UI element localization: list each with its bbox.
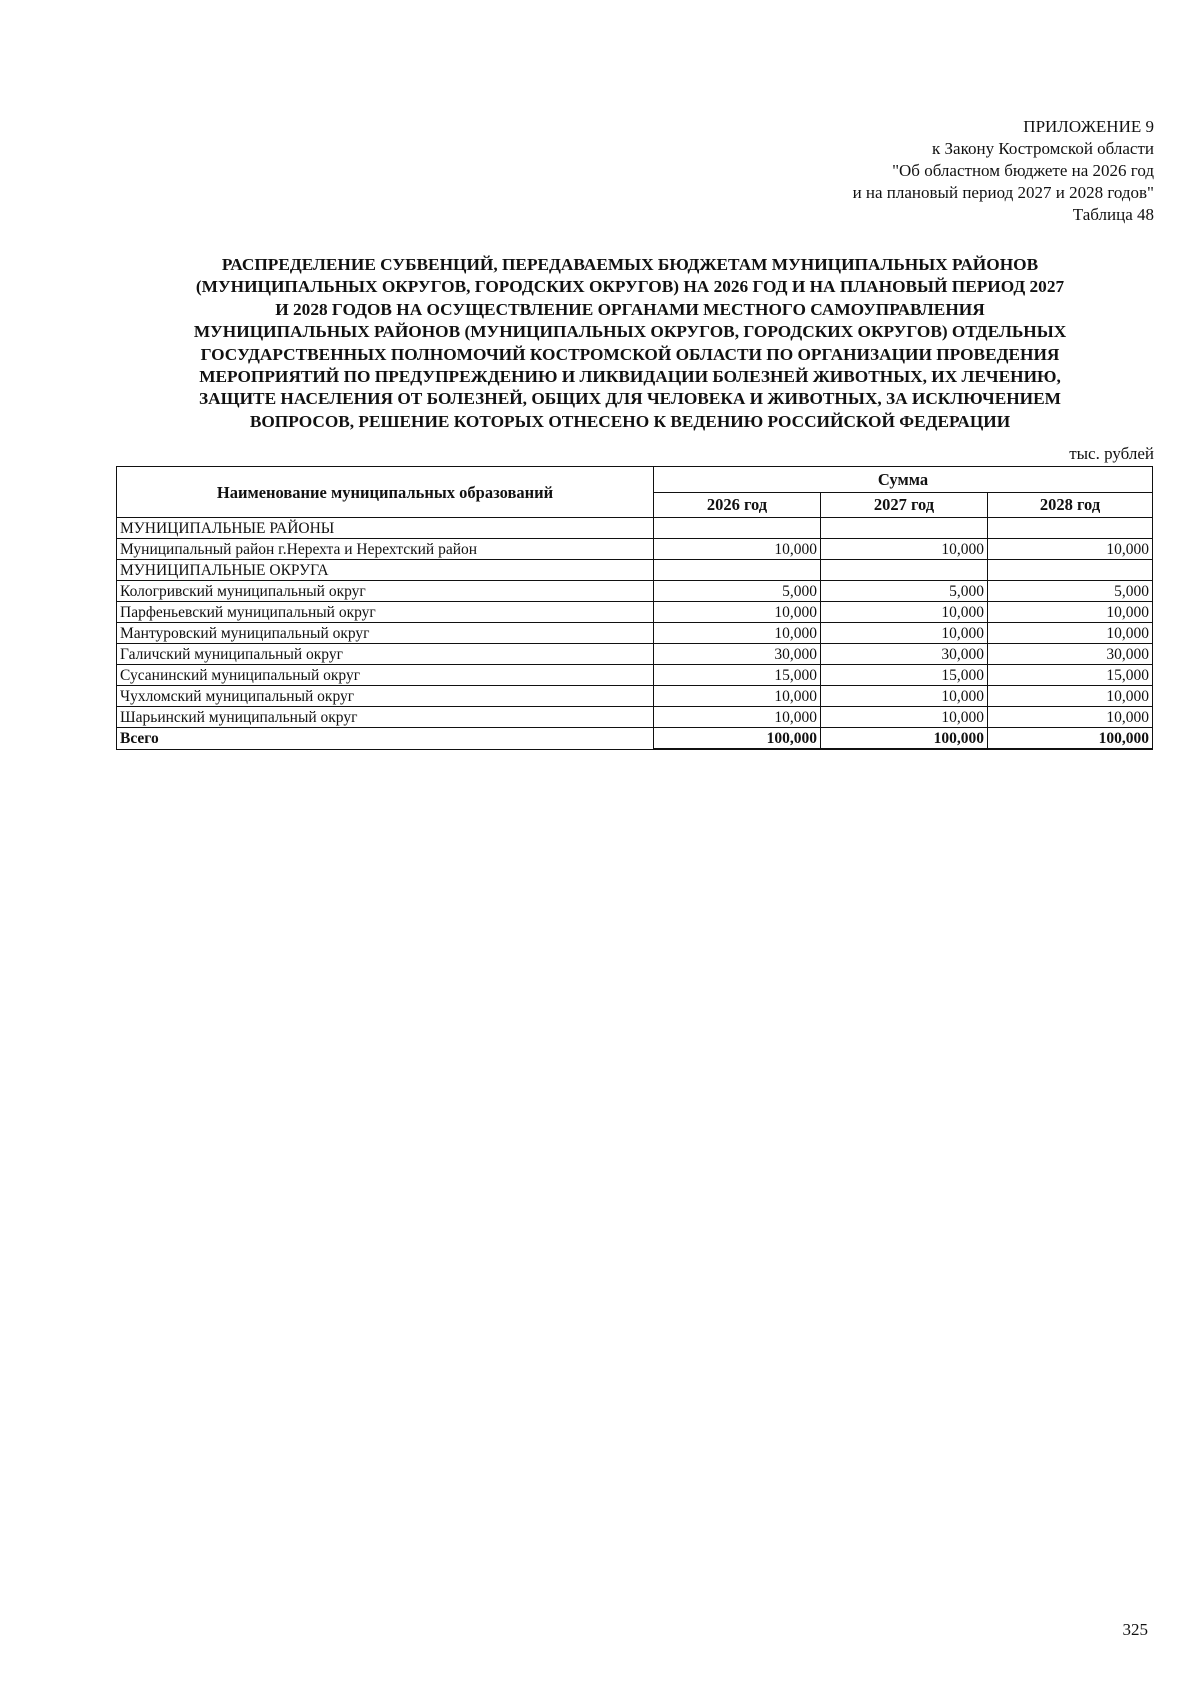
value-2026: 10,000 <box>654 623 821 644</box>
year-header-2026: 2026 год <box>654 492 821 518</box>
total-2028: 100,000 <box>988 728 1153 750</box>
row-name: Парфеньевский муниципальный округ <box>117 602 654 623</box>
value-2026: 30,000 <box>654 644 821 665</box>
row-name: Мантуровский муниципальный округ <box>117 623 654 644</box>
units-label: тыс. рублей <box>1069 444 1154 463</box>
document-title <box>110 254 1150 433</box>
value-2027: 10,000 <box>821 602 988 623</box>
law-title-line-2: и на плановый период 2027 и 2028 годов" <box>852 183 1154 202</box>
table-header-row <box>117 467 1153 493</box>
row-name: Галичский муниципальный округ <box>117 644 654 665</box>
table-row <box>117 623 1153 644</box>
title-line: ГОСУДАРСТВЕННЫХ ПОЛНОМОЧИЙ КОСТРОМСКОЙ ОБЛАСТИ ПО ОРГАНИЗАЦИИ ПРОВЕДЕНИЯ <box>200 344 1060 364</box>
value-2028: 5,000 <box>988 581 1153 602</box>
table-row <box>117 686 1153 707</box>
value-2026: 5,000 <box>654 581 821 602</box>
value-2027: 30,000 <box>821 644 988 665</box>
value-2027 <box>821 560 988 581</box>
value-2028 <box>988 518 1153 539</box>
title-line: (МУНИЦИПАЛЬНЫХ ОКРУГОВ, ГОРОДСКИХ ОКРУГОВ) НА 2026 ГОД И НА ПЛАНОВЫЙ ПЕРИОД 2027 <box>195 277 1065 297</box>
subvention-table <box>116 466 1153 750</box>
row-name: Шарьинский муниципальный округ <box>117 707 654 728</box>
name-column-header: Наименование муниципальных образований <box>117 467 654 518</box>
table-row <box>117 707 1153 728</box>
value-2027: 10,000 <box>821 623 988 644</box>
year-header-2028: 2028 год <box>988 492 1153 518</box>
law-reference: к Закону Костромской области <box>932 139 1154 158</box>
total-row <box>117 728 1153 750</box>
value-2027 <box>821 518 988 539</box>
value-2027: 5,000 <box>821 581 988 602</box>
title-line: МУНИЦИПАЛЬНЫХ РАЙОНОВ (МУНИЦИПАЛЬНЫХ ОКРУГОВ, ГОРОДСКИХ ОКРУГОВ) ОТДЕЛЬНЫХ <box>193 322 1067 342</box>
table-row <box>117 539 1153 560</box>
title-line: ВОПРОСОВ, РЕШЕНИЕ КОТОРЫХ ОТНЕСЕНО К ВЕДЕНИЮ РОССИЙСКОЙ ФЕДЕРАЦИИ <box>249 411 1011 431</box>
value-2026: 10,000 <box>654 686 821 707</box>
table-row <box>117 581 1153 602</box>
value-2028: 15,000 <box>988 665 1153 686</box>
value-2028: 10,000 <box>988 623 1153 644</box>
total-2027: 100,000 <box>821 728 988 750</box>
value-2028: 30,000 <box>988 644 1153 665</box>
row-name: Муниципальный район г.Нерехта и Нерехтский район <box>117 539 654 560</box>
table-number: Таблица 48 <box>1072 205 1154 224</box>
value-2028: 10,000 <box>988 539 1153 560</box>
title-line: И 2028 ГОДОВ НА ОСУЩЕСТВЛЕНИЕ ОРГАНАМИ МЕСТНОГО САМОУПРАВЛЕНИЯ <box>275 299 985 319</box>
year-header-2027: 2027 год <box>821 492 988 518</box>
law-title-line-1: "Об областном бюджете на 2026 год <box>892 161 1154 180</box>
value-2028: 10,000 <box>988 707 1153 728</box>
row-name: Сусанинский муниципальный округ <box>117 665 654 686</box>
table-row <box>117 665 1153 686</box>
total-2026: 100,000 <box>654 728 821 750</box>
table-row <box>117 560 1153 581</box>
appendix-header <box>853 116 1154 226</box>
value-2026 <box>654 560 821 581</box>
value-2028: 10,000 <box>988 602 1153 623</box>
title-line: МЕРОПРИЯТИЙ ПО ПРЕДУПРЕЖДЕНИЮ И ЛИКВИДАЦИИ БОЛЕЗНЕЙ ЖИВОТНЫХ, ИХ ЛЕЧЕНИЮ, <box>199 367 1061 387</box>
value-2027: 15,000 <box>821 665 988 686</box>
row-name: Чухломский муниципальный округ <box>117 686 654 707</box>
row-name: МУНИЦИПАЛЬНЫЕ ОКРУГА <box>117 560 654 581</box>
value-2026: 10,000 <box>654 539 821 560</box>
total-label: Всего <box>117 728 654 750</box>
value-2028 <box>988 560 1153 581</box>
row-name: МУНИЦИПАЛЬНЫЕ РАЙОНЫ <box>117 518 654 539</box>
value-2026 <box>654 518 821 539</box>
value-2027: 10,000 <box>821 707 988 728</box>
sum-column-header: Сумма <box>654 467 1153 493</box>
value-2026: 10,000 <box>654 707 821 728</box>
value-2028: 10,000 <box>988 686 1153 707</box>
title-line: РАСПРЕДЕЛЕНИЕ СУБВЕНЦИЙ, ПЕРЕДАВАЕМЫХ БЮДЖЕТАМ МУНИЦИПАЛЬНЫХ РАЙОНОВ <box>221 255 1039 274</box>
appendix-number: ПРИЛОЖЕНИЕ 9 <box>1023 117 1154 136</box>
value-2027: 10,000 <box>821 686 988 707</box>
page-number: 325 <box>1122 1620 1148 1639</box>
table-row <box>117 644 1153 665</box>
value-2026: 10,000 <box>654 602 821 623</box>
title-line: ЗАЩИТЕ НАСЕЛЕНИЯ ОТ БОЛЕЗНЕЙ, ОБЩИХ ДЛЯ ЧЕЛОВЕКА И ЖИВОТНЫХ, ЗА ИСКЛЮЧЕНИЕМ <box>199 389 1061 409</box>
value-2027: 10,000 <box>821 539 988 560</box>
row-name: Кологривский муниципальный округ <box>117 581 654 602</box>
table-row <box>117 602 1153 623</box>
table-row <box>117 518 1153 539</box>
value-2026: 15,000 <box>654 665 821 686</box>
